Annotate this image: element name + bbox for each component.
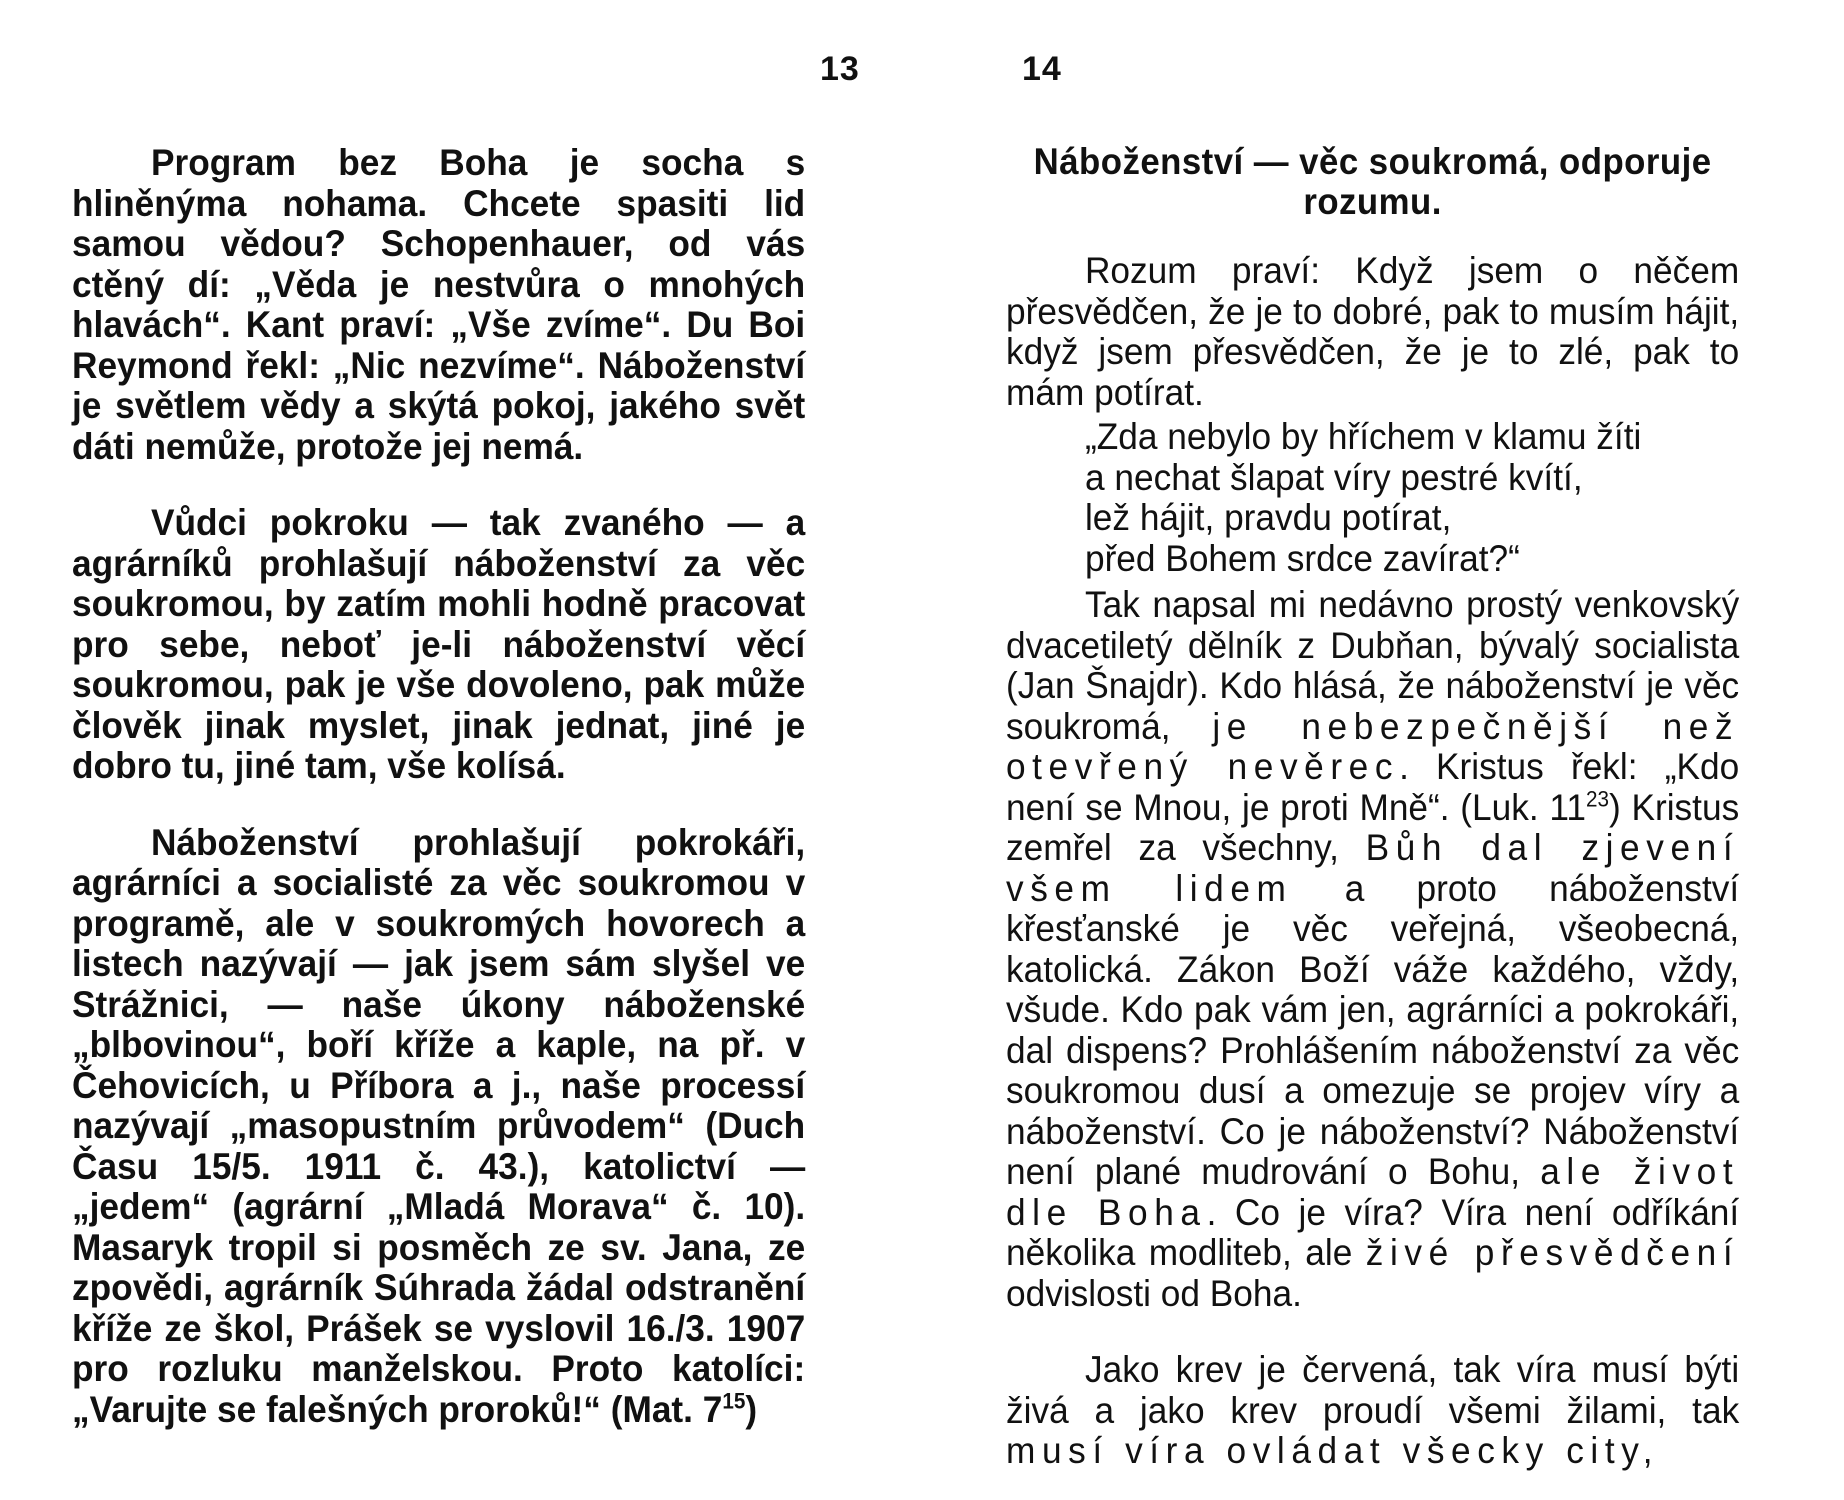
footnote-ref-mat: 15 <box>722 1388 746 1413</box>
left-paragraph-3 <box>72 822 805 1430</box>
p2-part-3: ) Kristus zemřel za všechny, <box>1006 785 1740 868</box>
p3-part-1: Jako krev je červená, tak víra musí býti živá a jako krev proudí všemi žilami, tak <box>1006 1348 1740 1431</box>
p2-spaced-3: ale život dle Boha <box>1006 1150 1740 1233</box>
left-paragraph-3-close: ) <box>745 1387 758 1430</box>
p2-spaced-1: je nebezpečnější než otevřený nevěrec <box>1006 704 1740 787</box>
left-paragraph-3-text: Náboženství prohlašují pokrokáři, agrárníci a socialisté za věc soukromou v programě, ale v soukromých hovorech a listech nazývají — jak jsem sám slyšel ve Strážnici, — naše úkony náboženské „blbovinou“, boří kříže a kaple, na př. v Čehovicích, u Příbora a j., naše processí nazývají „masopustním průvodem“ (Duch Času 15/5. 1911 č. 43.), katolictví — „jedem“ (agrární „Mladá Morava“ č. 10). Masaryk tropil si posměch ze sv. Jana, ze zpovědi, agrárník Súhrada žádal odstranění kříže ze škol, Prášek se vyslovil 16./3. 1907 pro rozluku manželskou. Proto katolíci: „Varujte se falešných proroků!“ (Mat. 7 <box>72 820 806 1430</box>
right-paragraph-2 <box>1006 584 1739 1313</box>
left-paragraph-1: Program bez Boha je socha s hliněnýma nohama. Chcete spasiti lid samou vědou? Schopenhauer, od vás ctěný dí: „Věda je nestvůra o mnohých hlavách“. Kant praví: „Vše zvíme“. Du Boi Reymond řekl: „Nic nezvíme“. Náboženství je světlem vědy a skýtá pokoj, jakého svět dáti nemůže, protože jej nemá. <box>72 141 806 467</box>
page-number-right: 14 <box>1022 50 1062 88</box>
verse-line-1: „Zda nebylo by hříchem v klamu žíti <box>1084 415 1642 457</box>
p2-part-5: . Co je víra? Víra není odříkání několika modliteb, ale <box>1006 1190 1740 1273</box>
p2-spaced-4: živé přesvědčení <box>1365 1231 1740 1273</box>
left-page-body <box>72 142 805 1429</box>
footnote-ref-luk: 23 <box>1585 786 1609 811</box>
p2-part-4: a proto náboženství křesťanské je věc veřejná, všeobecná, katolická. Zákon Boží váže každého, vždy, všude. Kdo pak vám jen, agrárníci a pokrokáři, dal dispens? Prohlášením náboženství za věc soukromou dusí a omezuje se projev víry a náboženství. Co je náboženství? Náboženství není plané mudrování o Bohu, <box>1006 866 1740 1192</box>
p2-part-2: . Kristus řekl: „Kdo není se Mnou, je proti Mně“. (Luk. 11 <box>1006 745 1740 828</box>
right-paragraph-1: Rozum praví: Když jsem o něčem přesvědčen, že je to dobré, pak to musím hájit, když jsem přesvědčen, že je to zlé, pak to mám potírat. <box>1006 249 1740 413</box>
section-heading: Náboženství — věc soukromá, odporuje rozumu. <box>1033 141 1712 222</box>
verse-line-3: lež hájit, pravdu potírat, <box>1084 496 1452 538</box>
verse-line-2: a nechat šlapat víry pestré kvítí, <box>1084 455 1583 498</box>
right-page <box>922 0 1844 1500</box>
p3-spaced-1: musí víra ovládat všecky city, <box>1006 1429 1660 1471</box>
left-paragraph-2: Vůdci pokroku — tak zvaného — a agrárníků prohlašují náboženství za věc soukromou, by zatím mohli hodně pracovat pro sebe, neboť je-li náboženství věcí soukromou, pak je vše dovoleno, pak může člověk jinak myslet, jinak jednat, jiné je dobro tu, jiné tam, vše kolísá. <box>72 501 806 786</box>
verse-quote <box>1006 416 1739 578</box>
p2-part-6: odvislosti od Boha. <box>1006 1271 1302 1314</box>
page-number-left: 13 <box>820 50 860 88</box>
right-page-body <box>1006 142 1739 1471</box>
p2-part-1: Tak napsal mi nedávno prostý venkovský dvacetiletý dělník z Dubňan, bývalý socialista (Jan Šnajdr). Kdo hlásá, že náboženství je věc soukromá, <box>1006 583 1740 747</box>
right-paragraph-3 <box>1006 1349 1739 1471</box>
verse-line-4: před Bohem srdce zavírat?“ <box>1084 536 1520 579</box>
p2-spaced-2: Bůh dal zjevení všem lidem <box>1006 826 1740 909</box>
